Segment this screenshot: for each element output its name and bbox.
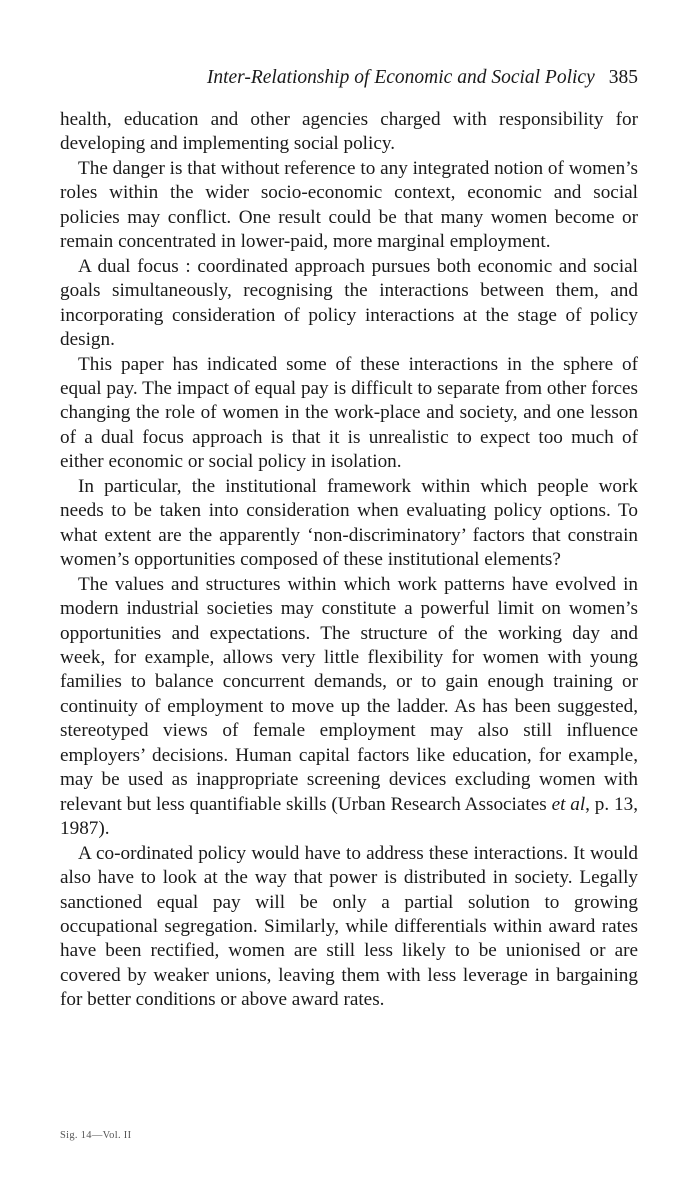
page-number: 385 <box>608 67 638 88</box>
book-page <box>60 0 638 1181</box>
body-text <box>60 108 638 1013</box>
citation-italic: et al <box>551 793 586 815</box>
paragraph-danger: The danger is that without reference to any integrated notion of women’s roles within the wider socio-economic context, economic and social policies may conflict. One result could be that many women become or remain concentrated in lower-paid, more marginal employment. <box>60 157 638 253</box>
paragraph-text: , p. 13, 1987). <box>60 793 639 840</box>
paragraph-coordinated-policy: A co-ordinated policy would have to address these interactions. It would also have to look at the way that power is distributed in society. Legally sanctioned equal pay will be only a partial solution to growing occupational segregation. Similarly, while differentials within award rates have been rectified, women are still less likely to be unionised or are covered by weaker unions, leaving them with less leverage in bargaining for better conditions or above award rates. <box>60 842 638 1011</box>
signature-mark: Sig. 14—Vol. II <box>60 1130 132 1141</box>
paragraph-institutional-framework: In particular, the institutional framework within which people work needs to be taken into consideration when evaluating policy options. To what extent are the apparently ‘non-discriminatory’ factors that constrain women’s opportunities composed of these institutional elements? <box>60 475 638 571</box>
paragraph-values-structures <box>60 573 638 842</box>
paragraph-dual-focus: A dual focus : coordinated approach pursues both economic and social goals simultaneously, recognising the interactions between them, and incorporating consideration of policy interactions at the stage of policy design. <box>60 255 638 351</box>
paragraph-text: The values and structures within which work patterns have evolved in modern industrial societies may constitute a powerful limit on women’s opportunities and expectations. The structure of the working day and week, for example, allows very little flexibility for women with young families to balance concurrent demands, or to gain enough training or continuity of employment to move up the ladder. As has been suggested, stereotyped views of female employment may also still influence employers’ decisions. Human capital factors like education, for example, may be used as inappropriate screening devices excluding women with relevant but less quantifiable skills (Urban Research Associates <box>60 573 638 815</box>
paragraph-equal-pay: This paper has indicated some of these interactions in the sphere of equal pay. The impact of equal pay is difficult to separate from other forces changing the role of women in the work-place and society, and one lesson of a dual focus approach is that it is unrealistic to expect too much of either economic or social policy in isolation. <box>60 353 638 473</box>
running-title: Inter-Relationship of Economic and Social Policy <box>206 67 595 88</box>
running-head <box>207 66 638 90</box>
paragraph-continuation: health, education and other agencies charged with responsibility for developing and implementing social policy. <box>60 109 638 155</box>
